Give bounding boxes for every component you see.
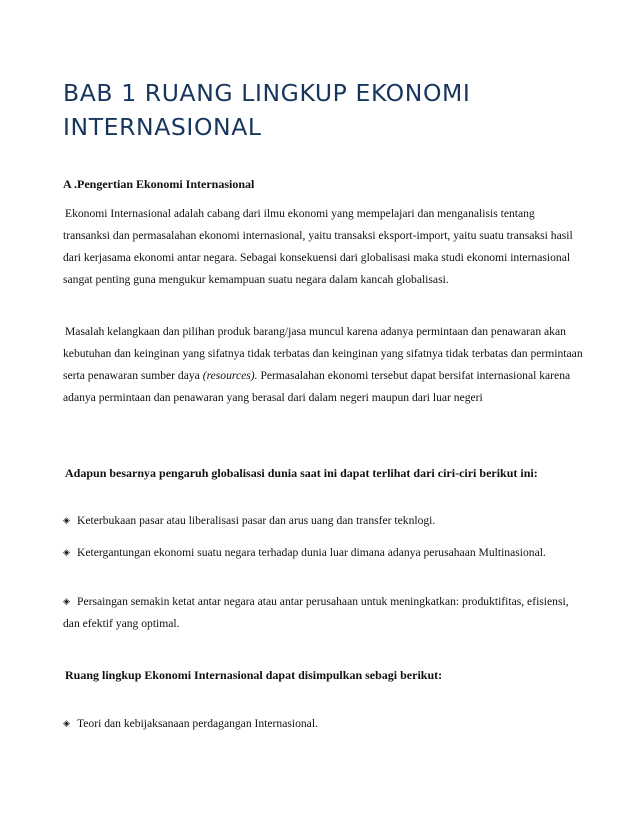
bullet-item-text: Ketergantungan ekonomi suatu negara terhadap dunia luar dimana adanya perusahaan Multinasional. [77,546,546,559]
bullet-item-ketergantungan [63,542,583,564]
paragraph-kelangkaan-text: Masalah kelangkaan dan pilihan produk barang/jasa muncul karena adanya permintaan dan penawaran akan kebutuhan dan keinginan yang sifatnya tidak terbatas dan keinginan yang sifatnya tidak terbatas dan permintaan serta penawaran sumber daya [63,325,583,382]
bullet-item-teori [63,713,583,735]
paragraph-pengertian: Ekonomi Internasional adalah cabang dari ilmu ekonomi yang mempelajari dan menganalisis tentang transanksi dan permasalahan ekonomi internasional, yaitu transaksi eksport-import, yaitu suatu transaksi hasil dari kerjasama ekonomi antar negara. Sebagai konsekuensi dari globalisasi maka studi ekonomi internasional sangat penting guna mengukur kemampuan suatu negara dalam kancah globalisasi. [63,207,573,286]
bullet-item-keterbukaan [63,510,583,532]
bullet-diamond-icon: ◈ [63,548,70,558]
section-heading-ruang-lingkup: Ruang lingkup Ekonomi Internasional dapat disimpulkan sebagi berikut: [65,668,443,682]
paragraph-kelangkaan [63,321,583,409]
bullet-diamond-icon: ◈ [63,719,70,729]
bullet-item-text: Persaingan semakin ketat antar negara atau antar perusahaan untuk meningkatkan: produktifitas, efisiensi, dan efektif yang optimal. [63,595,569,630]
bullet-item-text: Teori dan kebijaksanaan perdagangan Internasional. [77,717,318,730]
bullet-item-text: Keterbukaan pasar atau liberalisasi pasar dan arus uang dan transfer teknlogi. [77,514,436,527]
section-heading-globalisasi: Adapun besarnya pengaruh globalisasi dunia saat ini dapat terlihat dari ciri-ciri berikut ini: [65,466,538,480]
bullet-item-persaingan [63,591,583,635]
bullet-diamond-icon: ◈ [63,516,70,526]
section-heading-pengertian: A .Pengertian Ekonomi Internasional [63,177,255,191]
paragraph-kelangkaan-italic: (resources). [202,369,258,382]
document-title: BAB 1 RUANG LINGKUP EKONOMI INTERNASIONAL [63,79,471,141]
bullet-diamond-icon: ◈ [63,597,70,607]
paragraph-kelangkaan-text-end: Permasalahan ekonomi tersebut dapat bersifat internasional karena adanya permintaan dan penawaran yang berasal dari dalam negeri maupun dari luar negeri [63,369,571,404]
